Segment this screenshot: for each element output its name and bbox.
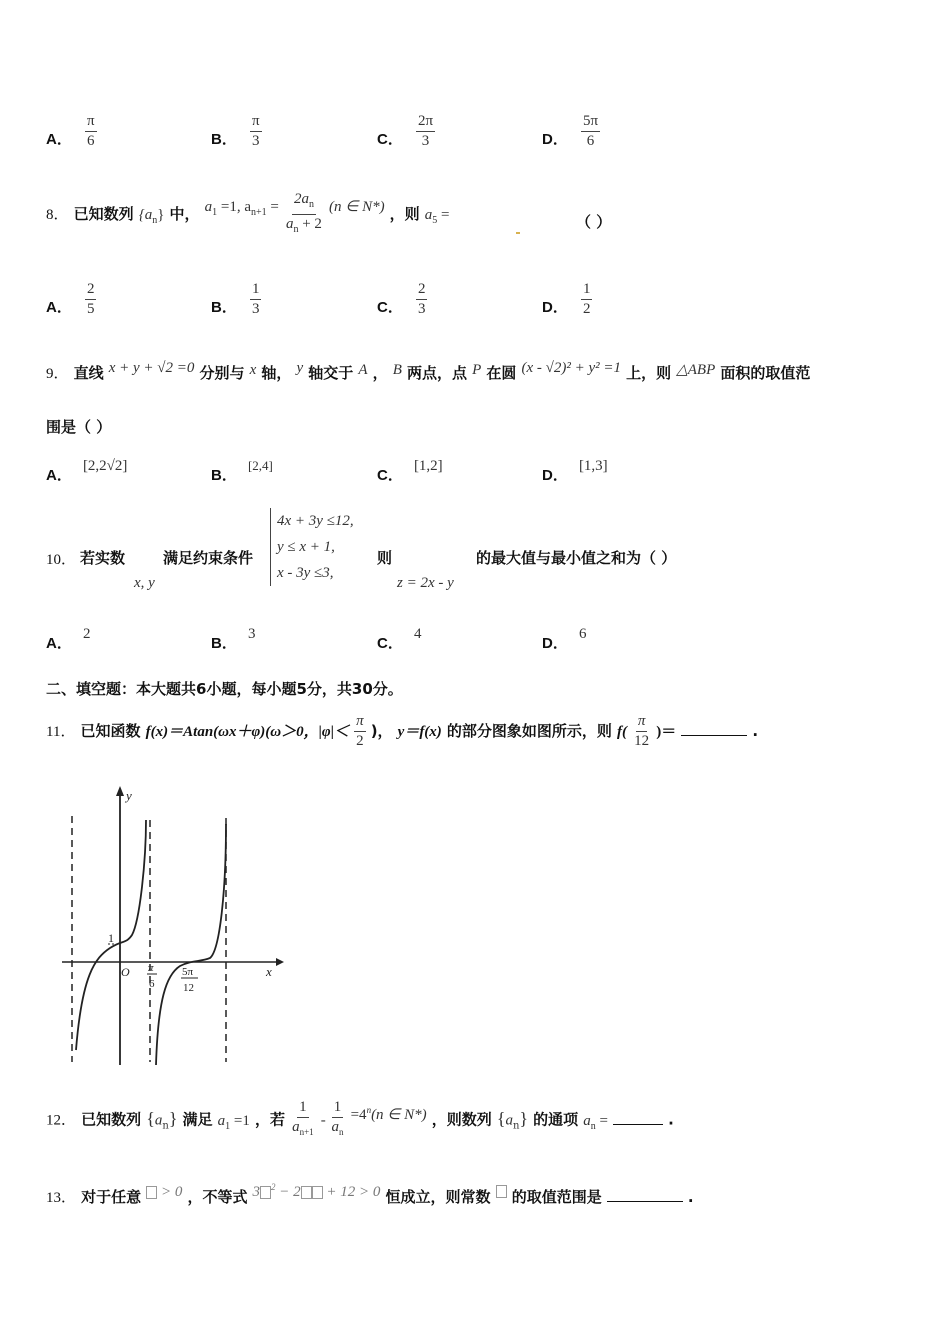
a1-eq: =1 [230,1112,250,1129]
question-text: 中， [169,205,200,223]
cond-tail: (n ∈ N*) [329,199,385,215]
option-label: A． [46,467,72,484]
question-text: ，若 [254,1110,285,1129]
y-symbol: y [296,360,304,376]
cond-sub: n+1 [251,207,267,218]
q9-option-d[interactable] [542,458,608,485]
frac-den: 12 [634,733,650,749]
option-label: C． [377,299,403,316]
seq-sub: n [152,215,158,226]
option-value: 4 [413,626,422,642]
question-text: 已知函数 [80,722,141,740]
circle-equation: (x - √2)² + y² =1 [521,360,621,376]
question-text: 围是（ ） [46,418,112,436]
frac-sub: n [339,1127,344,1137]
q8-option-c[interactable] [377,281,427,327]
line-equation: x + y + √2 =0 [108,360,195,376]
rhs-sup: n [366,1104,372,1115]
question-number: 8． [46,207,69,223]
cond-mid: =1, a [217,199,251,215]
frac-den: 3 [417,301,426,317]
option-label: D． [542,131,568,148]
option-label: A． [46,299,72,316]
q10-option-d[interactable] [542,626,587,653]
frac-num: 5π [581,112,600,132]
equals: )＝ [656,724,677,740]
placeholder-box [260,1186,271,1199]
origin-label: O [121,965,130,979]
question-text: 恒成立，则常数 [385,1188,491,1206]
a1-sub: 1 [225,1120,231,1132]
question-9 [46,362,810,383]
question-text: 的最大值与最小值之和为（ ） [476,549,677,567]
frac-den-tail: + 2 [298,216,322,232]
question-number: 13． [46,1190,77,1206]
cond-eq: = [266,199,279,215]
option-label: D． [542,635,568,652]
frac-den: 3 [251,301,260,317]
condition: > 0 [157,1184,183,1200]
point-b: B [392,362,402,378]
option-label: A． [46,635,72,652]
option-label: C． [377,467,403,484]
period: . [752,722,759,740]
frac-num: π [85,112,97,132]
option-label: B． [211,635,237,652]
target-sub: 5 [432,215,438,226]
constraint-1: 4x + 3y ≤12, [277,513,354,529]
question-text: 面积的取值范 [720,364,811,382]
frac-den: 6 [86,133,95,149]
pi6-den: 6 [149,978,155,990]
q10-option-c[interactable] [377,626,422,653]
question-number: 12． [46,1112,77,1129]
ineq-part: 3 [252,1184,261,1200]
5pi12-den: 12 [183,982,194,994]
function-eval: f( [617,724,628,740]
frac-num: 2 [85,280,97,300]
question-text: 直线 [73,364,104,382]
frac-den: a [331,1119,339,1135]
q9-options [0,452,950,492]
question-text: ， [372,364,388,382]
question-text: 满足约束条件 [163,549,254,567]
frac-num: 2 [416,280,428,300]
frac-num: π [250,112,262,132]
an-sub: n [590,1120,596,1132]
frac-num: 1 [332,1098,344,1118]
question-text: 的取值范围是 [511,1188,602,1206]
seq-symbol: a [505,1112,513,1129]
target-a: a [424,207,433,223]
ineq-sup: 2 [271,1182,276,1192]
option-label: B． [211,131,237,148]
seq-sub: n [512,1120,520,1132]
q9-option-c[interactable] [377,458,443,485]
option-value: [1,2] [413,458,443,474]
rhs-tail: (n ∈ N*) [371,1106,427,1123]
5pi12-num: 5π [182,966,194,978]
question-text: 则 [377,549,393,567]
function-def: f(x)＝Atan(ωx＋φ)(ω＞0，|φ|＜ [145,724,349,740]
option-label: A． [46,131,72,148]
q8-option-b[interactable] [211,281,261,327]
frac-num: π [636,712,648,732]
question-text: ，不等式 [187,1188,248,1206]
frac-den: 5 [86,301,95,317]
frac-sub: n [293,224,299,235]
option-value: [2,4] [247,458,273,473]
frac-num: 1 [297,1098,309,1118]
question-text: 若实数 [80,549,126,567]
question-number: 11． [46,724,76,740]
q8-option-d[interactable] [542,281,592,327]
q9-option-a[interactable] [46,458,128,485]
minus: - [320,1112,330,1129]
question-text: 轴交于 [308,364,354,382]
q9-option-b[interactable] [211,458,273,485]
option-label: D． [542,299,568,316]
question-12: 12． 已知数列 $\{a_n\}$ 满足 $a_1 =1$ ，若 $\frac{1}{a_{n+1}}$ - $\frac{1}{a_n}$ $=4^n(n$ ∈ N*) ，则数列 $\{a_n\}$ 的通项 $a_n$ = . [46,1099,674,1137]
question-text: )， [370,722,393,740]
option-label: C． [377,635,403,652]
option-label: B． [211,299,237,316]
an-eq: = [595,1112,608,1129]
period: . [687,1188,694,1206]
x-symbol: x [249,362,257,378]
option-label: B． [211,467,237,484]
question-text: 分别与 [199,364,245,382]
frac-num: π [354,712,366,732]
cond-sub: 1 [212,207,218,218]
x-axis-arrow [276,958,284,966]
curve-branch-2 [156,824,226,1065]
question-text: 的部分图象如图所示，则 [446,722,612,740]
question-text: 轴， [261,364,292,382]
pi6-num: π [148,962,154,974]
question-text: ，则数列 [431,1110,492,1129]
question-text: 上，则 [626,364,672,382]
constraint-system [270,508,354,586]
triangle-symbol: △ABP [676,362,716,378]
q10-options [0,620,950,660]
frac-den: a [292,1119,300,1135]
y-label: y [126,788,132,803]
seq-symbol: a [154,1112,163,1129]
answer-paren: （ ） [576,213,612,231]
frac-den: 2 [582,301,591,317]
question-text: 满足 [182,1110,213,1129]
q7-option-d[interactable] [542,113,600,159]
frac-den: 2 [356,733,364,749]
objective: z = 2x - y [397,575,454,591]
ineq-part: + 12 > 0 [322,1184,381,1200]
frac-den: 6 [586,133,595,149]
q7-option-c[interactable] [377,113,435,159]
period: . [668,1110,674,1129]
x-label: x [266,964,272,979]
placeholder-box [312,1186,323,1199]
question-text: 已知数列 [73,205,134,223]
placeholder-box [496,1185,507,1198]
q8-option-a[interactable] [46,281,96,327]
q10-option-a[interactable] [46,626,91,653]
q7-option-a[interactable] [46,113,97,159]
answer-blank[interactable] [681,721,747,736]
frac-den: 3 [251,133,260,149]
tangent-graph [40,780,290,1070]
question-8 [46,190,450,239]
q10-option-b[interactable] [211,626,256,653]
a1: a [217,1112,226,1129]
option-label: C． [377,131,403,148]
frac-den: a [285,216,294,232]
point-a: A [358,362,368,378]
option-value: 3 [247,626,256,642]
option-label: D． [542,467,568,484]
seq-symbol: {a [138,207,153,223]
question-text: 的通项 [533,1110,579,1129]
point-p: P [472,362,482,378]
placeholder-box [301,1186,312,1199]
frac-num: 1 [581,280,593,300]
frac-sub: n [308,199,314,210]
answer-mark [516,232,520,234]
function-expr: y＝f(x) [397,724,442,740]
section-heading: 二、填空题：本大题共6小题，每小题5分，共30分。 [46,680,403,698]
vars: x, y [134,575,155,591]
frac-den: 3 [421,133,430,149]
constraint-3: x - 3y ≤3, [277,565,334,581]
q7-options [0,100,950,150]
question-13 [46,1182,694,1207]
cond-a: a [204,199,213,215]
rhs: =4 [350,1106,367,1123]
q8-options [0,268,950,318]
frac-num: 2a [293,191,309,207]
question-text: 对于任意 [81,1188,142,1206]
option-value: 2 [82,626,91,642]
seq-close: } [157,207,165,223]
target-eq: = [437,207,450,223]
question-text: 两点，点 [406,364,467,382]
an: a [583,1112,591,1129]
answer-blank[interactable] [607,1187,683,1202]
option-value: [1,3] [578,458,608,474]
frac-num: 1 [250,280,262,300]
one-label: 1 [108,931,114,945]
question-text: ，则 [389,205,420,223]
question-number: 9． [46,366,69,382]
ineq-part: − 2 [275,1184,301,1200]
frac-sub: n+1 [299,1127,314,1137]
placeholder-box [146,1186,157,1199]
question-text: 已知数列 [81,1110,142,1129]
option-value: [2,2√2] [82,458,128,474]
frac-num: 2π [416,112,435,132]
q7-option-b[interactable] [211,113,262,159]
option-value: 6 [578,626,587,642]
answer-blank[interactable] [613,1110,663,1125]
question-text: 在圆 [486,364,517,382]
y-axis-arrow [116,786,124,796]
seq-sub: n [162,1120,169,1132]
question-number: 10． [46,552,77,568]
question-11 [46,712,758,751]
constraint-2: y ≤ x + 1, [277,539,335,555]
